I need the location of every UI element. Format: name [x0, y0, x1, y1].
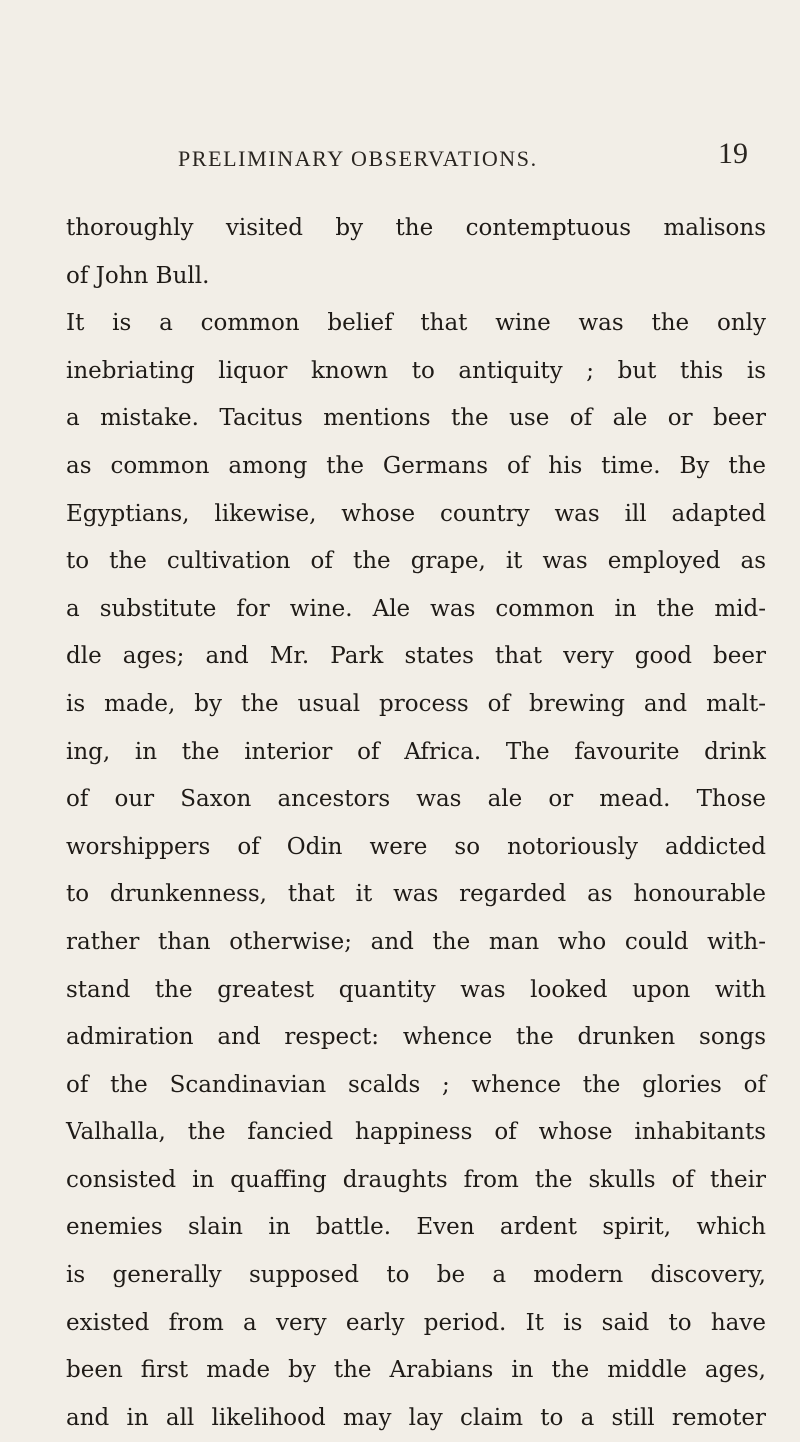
text-line: to drunkenness, that it was regarded as honourable	[66, 881, 766, 908]
text-line: is made, by the usual process of brewing and malt-	[66, 690, 766, 717]
text-line: enemies slain in battle. Even ardent spirit, which	[66, 1214, 766, 1241]
text-line: thoroughly visited by the contemptuous malisons	[66, 215, 766, 241]
page-number: 19	[718, 137, 748, 170]
text-line: Valhalla, the fancied happiness of whose inhabitants	[66, 1119, 766, 1146]
text-line: ing, in the interior of Africa. The favourite drink	[66, 738, 766, 765]
text-line: a mistake. Tacitus mentions the use of ale or beer	[66, 405, 766, 432]
text-line: It is a common belief that wine was the only	[66, 310, 766, 337]
text-line: of the Scandinavian scalds ; whence the glories of	[66, 1071, 766, 1098]
text-line: inebriating liquor known to antiquity ; but this is	[66, 357, 766, 384]
text-line: consisted in quaffing draughts from the skulls of their	[66, 1166, 766, 1193]
text-line: stand the greatest quantity was looked upon with	[66, 976, 766, 1003]
text-line: admiration and respect: whence the drunken songs	[66, 1024, 766, 1051]
body-text	[66, 205, 766, 1442]
text-line: been first made by the Arabians in the middle ages,	[66, 1357, 766, 1384]
running-head: PRELIMINARY OBSERVATIONS.	[178, 146, 538, 171]
text-line: as common among the Germans of his time. By the	[66, 452, 766, 479]
text-line: rather than otherwise; and the man who could with-	[66, 928, 766, 955]
text-line: of John Bull.	[66, 262, 210, 289]
text-line: to the cultivation of the grape, it was employed as	[66, 548, 766, 575]
text-line: Egyptians, likewise, whose country was ill adapted	[66, 500, 766, 527]
text-line: is generally supposed to be a modern discovery,	[66, 1262, 766, 1289]
text-line: a substitute for wine. Ale was common in the mid-	[66, 595, 766, 622]
text-line: dle ages; and Mr. Park states that very good beer	[66, 643, 766, 670]
text-line: of our Saxon ancestors was ale or mead. Those	[66, 786, 766, 813]
text-line: and in all likelihood may lay claim to a still remoter	[66, 1404, 766, 1431]
text-line: worshippers of Odin were so notoriously addicted	[66, 833, 766, 860]
text-line: existed from a very early period. It is said to have	[66, 1309, 766, 1336]
